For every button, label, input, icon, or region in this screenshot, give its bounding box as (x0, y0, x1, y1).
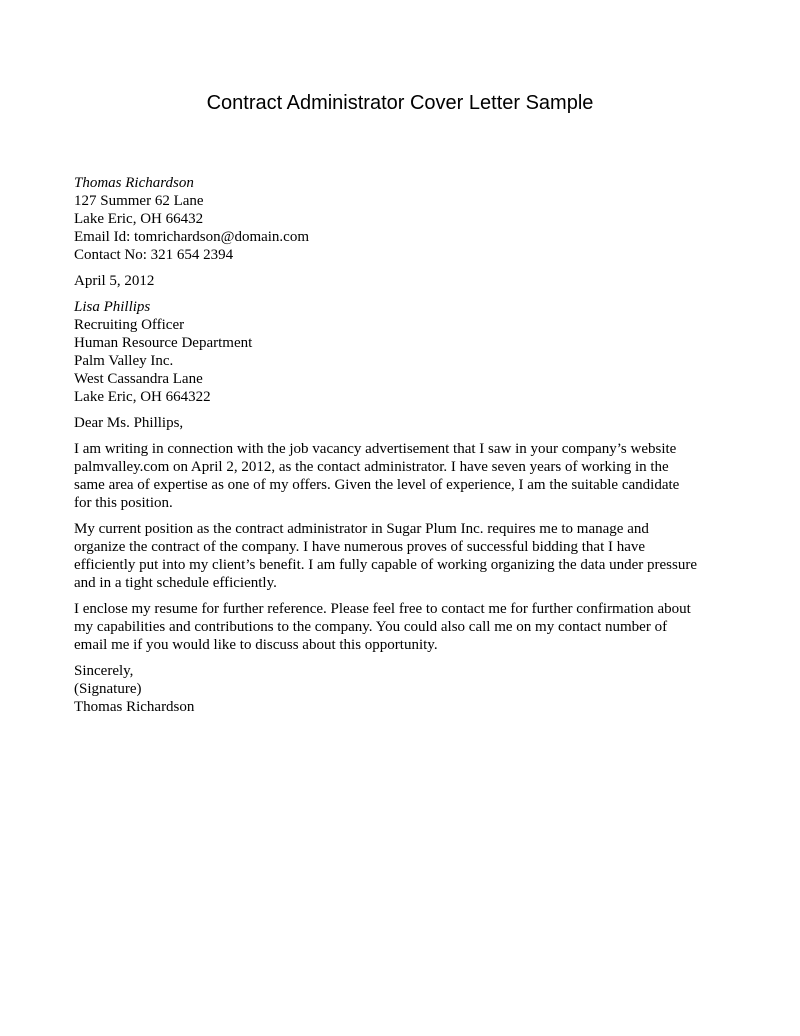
recipient-street: West Cassandra Lane (74, 371, 203, 387)
recipient-city: Lake Eric, OH 664322 (74, 389, 211, 405)
sender-name: Thomas Richardson (74, 175, 194, 191)
recipient-department: Human Resource Department (74, 335, 253, 351)
letter-body (74, 174, 734, 716)
letter-closing (74, 662, 734, 716)
paragraph-line: I am writing in connection with the job vacancy advertisement that I saw in your company’s website (74, 441, 677, 457)
closing-name: Thomas Richardson (74, 699, 195, 715)
paragraph-line: my capabilities and contributions to the company. You could also call me on my contact number of (74, 619, 668, 635)
paragraph-line: efficiently put into my client’s benefit. I am fully capable of working organizing the data under pressure (74, 557, 698, 573)
paragraph-line: email me if you would like to discuss about this opportunity. (74, 637, 438, 653)
sender-address (74, 174, 734, 264)
letter-date: April 5, 2012 (74, 273, 155, 289)
paragraph-closing (74, 600, 734, 654)
recipient-name: Lisa Phillips (74, 299, 151, 315)
recipient-company: Palm Valley Inc. (74, 353, 174, 369)
paragraph-line: palmvalley.com on April 2, 2012, as the contact administrator. I have seven years of working in the (74, 459, 669, 475)
sender-phone: Contact No: 321 654 2394 (74, 247, 234, 263)
recipient-title: Recruiting Officer (74, 317, 185, 333)
paragraph-line: My current position as the contract administrator in Sugar Plum Inc. requires me to manage and (74, 521, 649, 537)
salutation: Dear Ms. Phillips, (74, 415, 184, 431)
paragraph-line: and in a tight schedule efficiently. (74, 575, 277, 591)
document-title: Contract Administrator Cover Letter Sample (206, 92, 594, 114)
paragraph-line: for this position. (74, 495, 173, 511)
paragraph-line: I enclose my resume for further reference. Please feel free to contact me for further confirmation about (74, 601, 691, 617)
recipient-address (74, 298, 734, 406)
signature-placeholder: (Signature) (74, 681, 142, 697)
paragraph-line: organize the contract of the company. I have numerous proves of successful bidding that I have (74, 539, 646, 555)
sender-city: Lake Eric, OH 66432 (74, 211, 204, 227)
valediction: Sincerely, (74, 663, 134, 679)
paragraph-experience (74, 520, 734, 592)
paragraph-line: same area of expertise as one of my offers. Given the level of experience, I am the suitable candidate (74, 477, 680, 493)
sender-email: Email Id: tomrichardson@domain.com (74, 229, 310, 245)
paragraph-intro (74, 440, 734, 512)
sender-street: 127 Summer 62 Lane (74, 193, 204, 209)
